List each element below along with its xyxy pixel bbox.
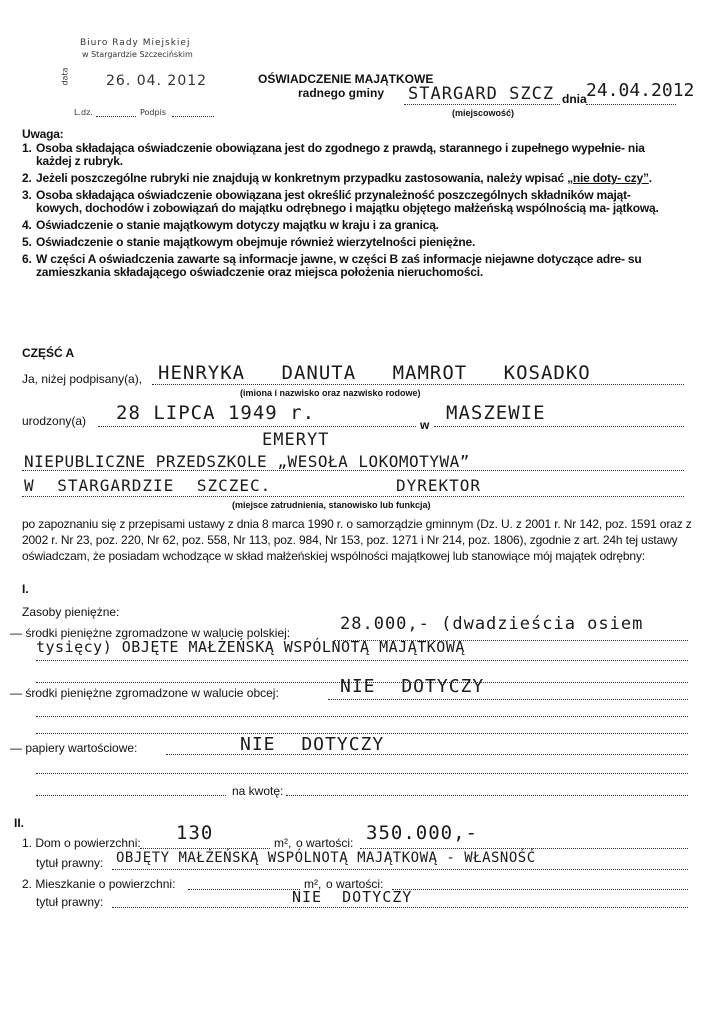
form-title: OŚWIADCZENIE MAJĄTKOWE — [258, 72, 434, 86]
dom-label: 1. Dom o powierzchni: — [22, 836, 141, 850]
job-hint: (miejsce zatrudnienia, stanowisko lub funkcja) — [232, 500, 431, 510]
legal-paragraph: po zapoznaniu się z przepisami ustawy z dnia 8 marca 1990 r. o samorządzie gminnym (Dz. U. z 2001 r. Nr 142, poz. 1591 oraz z 2002 r. Nr 23, poz. 220, Nr 62, poz. 558, Nr 113, poz. 984, Nr 153, poz. 1271 i Nr 214, poz. 1806), zgodnie z art. 24h tej ustawy oświadczam, że posiadam wchodzące w skład małżeńskiej wspólności majątkowej lub stanowiące mój majątek odrębny: — [22, 517, 692, 563]
dom-wartosci-label: o wartości: — [296, 836, 354, 850]
name-hint: (imiona i nazwisko oraz nazwisko rodowe) — [240, 388, 421, 398]
pln-label: — środki pieniężne zgromadzone w walucie polskiej: — [10, 626, 291, 640]
zasoby-label: Zasoby pieniężne: — [22, 605, 120, 619]
stamp-office: Biuro Rady Miejskiej — [80, 38, 191, 48]
uwaga-item-6: 6. W części A oświadczenia zawarte są informacje jawne, w części B zaś informacje niejawne dotyczące adre- su zamieszkania składającego oświadczenie oraz miejsca położenia nieruchomości. — [22, 252, 642, 279]
stamp-date: 26. 04. 2012 — [106, 73, 208, 89]
mieszkanie-wartosci-label: o wartości: — [326, 877, 384, 891]
w-label: w — [420, 418, 430, 432]
czesc-a-title: CZĘŚĆ A — [22, 346, 75, 360]
uwaga-item-5: 5. Oświadczenie o stanie majątkowym obejmuje również wierzytelności pieniężne. — [22, 235, 476, 249]
uwaga-title: Uwaga: — [22, 127, 64, 141]
declarant-name: HENRYKA DANUTA MAMROT KOSADKO — [158, 362, 591, 384]
birth-date: 28 LIPCA 1949 r. — [116, 402, 316, 424]
birthplace: MASZEWIE — [446, 402, 546, 424]
urodzony-label: urodzony(a) — [22, 414, 87, 428]
dnia-label: dnia — [562, 92, 587, 106]
uwaga-item-3: 3. Osoba składająca oświadczenie obowiązana jest określić przynależność poszczególnych składników mająt- kowych, dochodów i zobowiązań do majątku odrębnego i majątku objętego małżeńską wspólnością ma- jątkową. — [22, 188, 659, 215]
gmina-value: STARGARD SZCZ — [408, 84, 555, 104]
papiery-label: — papiery wartościowe: — [10, 741, 138, 755]
pln-value-2: tysięcy) OBJĘTE MAŁŻEŃSKĄ WSPÓLNOTĄ MAJĄTKOWĄ — [36, 638, 465, 656]
dom-area: 130 — [176, 822, 214, 844]
obca-value: NIE DOTYCZY — [340, 676, 485, 697]
mieszkanie-m2-label: m², — [304, 877, 322, 891]
obca-label: — środki pieniężne zgromadzone w walucie obcej: — [10, 686, 279, 700]
pln-value: 28.000,- (dwadzieścia osiem — [340, 614, 644, 634]
kwote-label: na kwotę: — [232, 784, 284, 798]
office-stamp — [60, 36, 230, 120]
stamp-ldz: L.dz. — [74, 108, 93, 117]
uwaga-list — [22, 142, 672, 279]
uwaga-item-2: 2. Jeżeli poszczególne rubryki nie znajdują w konkretnym przypadku zastosowania, należy wpisać „nie doty- czy”. — [22, 171, 652, 185]
job-line-3a: W STARGARDZIE SZCZEC. — [24, 476, 272, 495]
section-1-roman: I. — [22, 582, 29, 596]
dom-m2-label: m², — [274, 836, 292, 850]
stamp-city: w Stargardzie Szczecińskim — [82, 50, 193, 59]
dom-value: 350.000,- — [366, 822, 478, 844]
declaration-date: 24.04.2012 — [586, 80, 695, 101]
job-line-3b: DYREKTOR — [396, 476, 482, 495]
form-subtitle: radnego gminy — [298, 86, 385, 100]
job-line-1: EMERYT — [262, 430, 330, 450]
ja-label: Ja, niżej podpisany(a), — [22, 372, 143, 386]
uwaga-item-1: 1. Osoba składająca oświadczenie obowiązana jest do zgodnego z prawdą, starannego i zupełnego wypełnie- nia każdej z rubryk. — [22, 141, 645, 168]
section-2-roman: II. — [14, 816, 25, 830]
miejscowosc-hint: (miejscowość) — [452, 108, 515, 118]
uwaga-item-4: 4. Oświadczenie o stanie majątkowym dotyczy majątku w kraju i za granicą. — [22, 218, 439, 232]
mieszkanie-tytul-label: tytuł prawny: — [36, 895, 104, 909]
mieszkanie-label: 2. Mieszkanie o powierzchni: — [22, 877, 176, 891]
job-line-2: NIEPUBLICZNE PRZEDSZKOLE „WESOŁA LOKOMOTYWA” — [24, 452, 470, 471]
dom-tytul: OBJĘTY MAŁŻEŃSKĄ WSPÓLNOTĄ MAJĄTKOWĄ - WŁASNOŚĆ — [116, 850, 536, 866]
papiery-value: NIE DOTYCZY — [240, 734, 385, 755]
stamp-podpis: Podpis — [140, 108, 166, 117]
mieszkanie-tytul: NIE DOTYCZY — [292, 888, 413, 906]
stamp-data-label: data — [60, 67, 70, 86]
dom-tytul-label: tytuł prawny: — [36, 856, 104, 870]
